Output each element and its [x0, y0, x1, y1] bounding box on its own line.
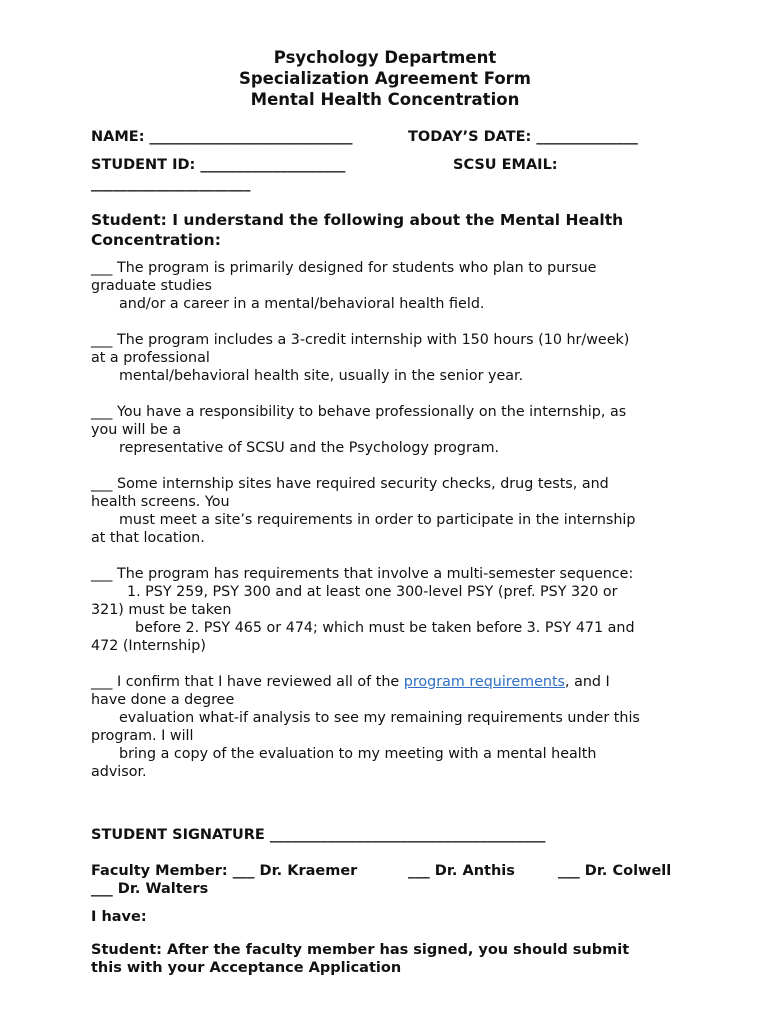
- item-text-part: , and I: [565, 674, 610, 690]
- item-text: must meet a site’s requirements in order to participate in the internship: [119, 512, 636, 528]
- item-text: 321) must be taken: [91, 602, 232, 618]
- item-text: 472 (Internship): [91, 638, 206, 654]
- agreement-item-internship[interactable]: [91, 331, 691, 385]
- item-text: you will be a: [91, 422, 182, 438]
- item-text: representative of SCSU and the Psychology program.: [119, 440, 500, 456]
- title-form-name: Specialization Agreement Form: [238, 69, 531, 88]
- scsu-email-label: SCSU EMAIL:: [453, 157, 558, 173]
- item-text: ___ You have a responsibility to behave professionally on the internship, as: [91, 404, 627, 420]
- item-text: ___ Some internship sites have required security checks, drug tests, and: [91, 476, 609, 492]
- name-field[interactable]: NAME: ____________________________: [91, 129, 353, 145]
- agreement-heading: [91, 210, 691, 250]
- agreement-item-site-requirements[interactable]: [91, 475, 691, 547]
- item-text: at a professional: [91, 350, 210, 366]
- agreement-item-graduate-studies[interactable]: [91, 259, 691, 313]
- item-text: have done a degree: [91, 692, 235, 708]
- item-text: graduate studies: [91, 278, 212, 294]
- faculty-option-kraemer[interactable]: Faculty Member: ___ Dr. Kraemer: [91, 863, 358, 879]
- item-text: [91, 673, 691, 691]
- item-text-part: ___ I confirm that I have reviewed all of the: [91, 674, 404, 690]
- submit-instructions-line1: Student: After the faculty member has signed, you should submit: [91, 942, 630, 958]
- agreement-item-degree-evaluation[interactable]: [91, 673, 691, 781]
- submit-instructions: [91, 941, 629, 977]
- item-text: health screens. You: [91, 494, 230, 510]
- agreement-heading-line1: Student: I understand the following about the Mental Health: [91, 211, 624, 229]
- item-text: evaluation what-if analysis to see my remaining requirements under this: [119, 710, 640, 726]
- item-text: program. I will: [91, 728, 194, 744]
- item-text: ___ The program is primarily designed for students who plan to pursue: [91, 260, 597, 276]
- title-department: Psychology Department: [273, 48, 497, 67]
- submit-instructions-line2: this with your Acceptance Application: [91, 960, 402, 976]
- agreement-heading-line2: Concentration:: [91, 231, 221, 249]
- title-concentration: Mental Health Concentration: [250, 90, 520, 109]
- todays-date-field[interactable]: TODAY’S DATE: ______________: [408, 129, 638, 145]
- scsu-email-field[interactable]: ______________________: [91, 176, 251, 192]
- item-text: ___ The program includes a 3-credit internship with 150 hours (10 hr/week): [91, 332, 630, 348]
- student-signature-field[interactable]: STUDENT SIGNATURE ______________________________________: [91, 827, 546, 843]
- item-text: advisor.: [91, 764, 147, 780]
- item-text: at that location.: [91, 530, 205, 546]
- program-requirements-link[interactable]: program requirements: [403, 674, 566, 690]
- agreement-item-course-sequence[interactable]: [91, 565, 691, 655]
- agreement-item-professional-behavior[interactable]: [91, 403, 691, 457]
- i-have-label: I have:: [91, 909, 147, 925]
- faculty-option-walters[interactable]: ___ Dr. Walters: [91, 881, 209, 897]
- student-id-field[interactable]: STUDENT ID: ____________________: [91, 157, 346, 173]
- item-text: bring a copy of the evaluation to my meeting with a mental health: [119, 746, 597, 762]
- item-text: before 2. PSY 465 or 474; which must be taken before 3. PSY 471 and: [135, 620, 635, 636]
- item-text: mental/behavioral health site, usually in the senior year.: [119, 368, 524, 384]
- faculty-member-row: [91, 862, 671, 880]
- faculty-option-colwell[interactable]: ___ Dr. Colwell: [558, 863, 672, 879]
- item-text: and/or a career in a mental/behavioral health field.: [119, 296, 485, 312]
- item-text: 1. PSY 259, PSY 300 and at least one 300-level PSY (pref. PSY 320 or: [127, 584, 618, 600]
- document-title: [0, 47, 770, 110]
- agreement-items: [91, 259, 691, 799]
- faculty-option-anthis[interactable]: ___ Dr. Anthis: [408, 863, 515, 879]
- item-text: ___ The program has requirements that involve a multi-semester sequence:: [91, 566, 634, 582]
